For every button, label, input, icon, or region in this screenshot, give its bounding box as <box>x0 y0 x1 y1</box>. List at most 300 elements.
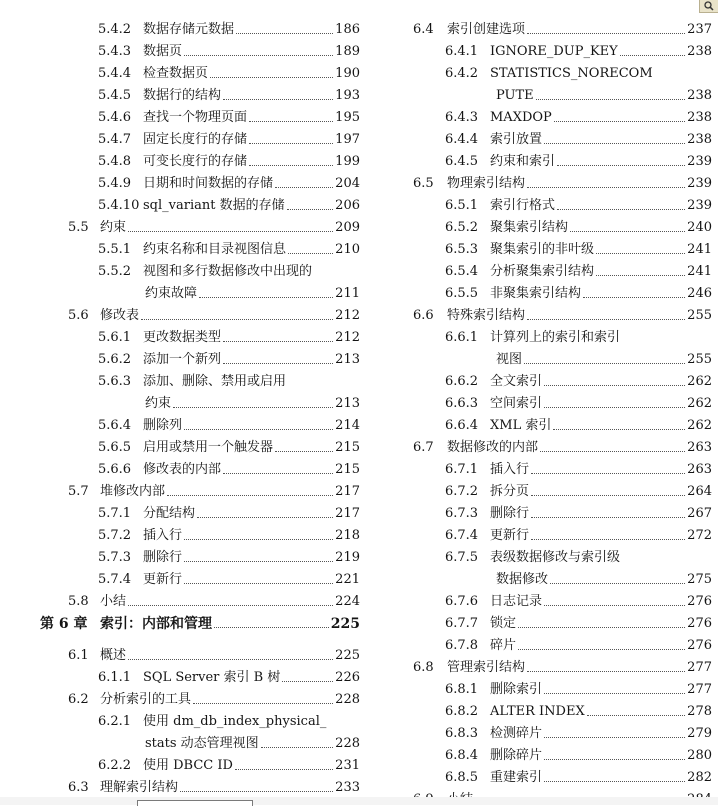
section-title: 更新行 <box>143 572 183 587</box>
section-title: 锁定 <box>490 616 517 631</box>
page-number: 204 <box>335 176 360 191</box>
section-title: 分析聚集索引结构 <box>490 264 595 279</box>
page-number: 263 <box>687 440 712 455</box>
right-toc-entry[interactable] <box>400 171 712 192</box>
page-number: 221 <box>335 572 360 587</box>
dot-leader <box>282 681 333 682</box>
dot-leader <box>128 231 333 232</box>
dot-leader <box>173 407 333 408</box>
section-title: 小结 <box>100 594 127 609</box>
left-toc-entry[interactable] <box>0 501 360 522</box>
section-title: 约束故障 <box>145 286 198 301</box>
section-title: 数据修改的内部 <box>447 440 539 455</box>
page-number: 280 <box>687 748 712 763</box>
dot-leader <box>531 495 685 496</box>
section-number: 6.5.3 <box>445 242 479 257</box>
dot-leader <box>193 703 333 704</box>
left-toc-entry[interactable] <box>0 369 360 390</box>
section-title: STATISTICS_NORECOM <box>490 66 653 81</box>
section-number: 5.4.5 <box>98 88 132 103</box>
left-toc-entry[interactable] <box>0 643 360 664</box>
section-title: 分配结构 <box>143 506 196 521</box>
dot-leader <box>587 715 685 716</box>
page-number: 239 <box>687 176 712 191</box>
left-toc-entry[interactable] <box>0 105 360 126</box>
right-toc-entry[interactable] <box>400 149 712 170</box>
dot-leader <box>583 297 685 298</box>
dot-leader <box>128 659 333 660</box>
left-toc-entry[interactable] <box>0 149 360 170</box>
dot-leader <box>544 693 685 694</box>
page-number: 279 <box>687 726 712 741</box>
section-title: 约束名称和目录视图信息 <box>143 242 287 257</box>
section-title: 聚集索引结构 <box>490 220 569 235</box>
right-toc-entry[interactable] <box>400 435 712 456</box>
section-title: 计算列上的索引和索引 <box>490 330 621 345</box>
section-title: 表级数据修改与索引级 <box>490 550 621 565</box>
section-title: SQL Server 索引 B 树 <box>143 670 281 685</box>
section-number: 6.8.3 <box>445 726 479 741</box>
right-toc-entry[interactable] <box>400 413 712 434</box>
dot-leader <box>557 209 685 210</box>
right-toc-entry[interactable] <box>400 281 712 302</box>
page-number: 231 <box>335 758 360 773</box>
section-number: 5.4.7 <box>98 132 132 147</box>
left-toc-entry[interactable] <box>0 775 360 796</box>
left-toc-entry[interactable] <box>0 709 360 730</box>
right-toc-entry[interactable] <box>400 501 712 522</box>
right-toc-entry[interactable] <box>400 17 712 38</box>
section-number: 6.2.2 <box>98 758 132 773</box>
page-number: 262 <box>687 396 712 411</box>
section-number: 6.7.4 <box>445 528 479 543</box>
section-number: 6.7.8 <box>445 638 479 653</box>
left-toc-entry[interactable] <box>0 259 360 280</box>
left-toc-entry[interactable] <box>0 523 360 544</box>
page-number: 233 <box>335 780 360 795</box>
right-toc-entry[interactable] <box>400 765 712 786</box>
right-toc-entry[interactable] <box>400 545 712 566</box>
left-toc-entry[interactable] <box>0 61 360 82</box>
page-number: 226 <box>335 670 360 685</box>
page-number: 215 <box>335 462 360 477</box>
section-number: 6.2.1 <box>98 714 132 729</box>
section-title: 修改表的内部 <box>143 462 222 477</box>
page-number: 239 <box>687 198 712 213</box>
page-number: 228 <box>335 692 360 707</box>
section-number: 5.7 <box>68 484 89 499</box>
page-number: 206 <box>335 198 360 213</box>
dot-leader <box>184 561 333 562</box>
section-title: IGNORE_DUP_KEY <box>490 44 618 59</box>
section-number: 5.6.4 <box>98 418 132 433</box>
right-toc-entry[interactable] <box>400 369 712 390</box>
dot-leader <box>249 121 333 122</box>
section-title: 删除行 <box>490 506 530 521</box>
section-number: 6.4 <box>413 22 434 37</box>
left-toc-entry[interactable] <box>0 39 360 60</box>
dot-leader <box>275 187 333 188</box>
section-title: 删除索引 <box>490 682 543 697</box>
section-title: 日期和时间数据的存储 <box>143 176 274 191</box>
dot-leader <box>261 747 333 748</box>
section-number: 6.6.1 <box>445 330 479 345</box>
section-number: 5.4.8 <box>98 154 132 169</box>
section-number: 5.6.3 <box>98 374 132 389</box>
section-title: 视图和多行数据修改中出现的 <box>143 264 313 279</box>
section-number: 6.5.4 <box>445 264 479 279</box>
right-toc-entry[interactable] <box>400 127 712 148</box>
section-number: 5.6.5 <box>98 440 132 455</box>
right-toc-entry[interactable] <box>400 105 712 126</box>
dot-leader <box>544 737 685 738</box>
dot-leader <box>524 363 685 364</box>
page-number: 213 <box>335 396 360 411</box>
section-title: 使用 dm_db_index_physical_ <box>143 714 327 729</box>
section-number: 5.5.2 <box>98 264 132 279</box>
page-number: 275 <box>687 572 712 587</box>
page-number: 195 <box>335 110 360 125</box>
dot-leader <box>223 341 333 342</box>
left-toc-entry[interactable] <box>0 665 360 686</box>
dot-leader <box>518 627 685 628</box>
right-toc-entry[interactable] <box>400 611 712 632</box>
section-number: 6.5.2 <box>445 220 479 235</box>
left-toc-entry[interactable] <box>0 215 360 236</box>
dot-leader <box>527 187 685 188</box>
section-number: 6.7.3 <box>445 506 479 521</box>
section-title: 物理索引结构 <box>447 176 526 191</box>
left-toc-entry[interactable] <box>0 589 360 610</box>
section-title: 可变长度行的存储 <box>143 154 248 169</box>
left-toc-entry[interactable] <box>0 127 360 148</box>
right-toc-entry[interactable] <box>400 39 712 60</box>
page-number: 197 <box>335 132 360 147</box>
section-number: 5.5 <box>68 220 89 235</box>
page-number: 199 <box>335 154 360 169</box>
dot-leader <box>596 275 685 276</box>
section-title: 使用 DBCC ID <box>143 758 233 773</box>
section-number: 6.8.1 <box>445 682 479 697</box>
page-number: 212 <box>335 330 360 345</box>
right-toc-entry[interactable] <box>400 61 712 82</box>
left-toc-entry[interactable] <box>0 325 360 346</box>
dot-leader <box>544 605 685 606</box>
section-number: 5.6.1 <box>98 330 132 345</box>
section-number: 6.6.3 <box>445 396 479 411</box>
section-number: 6.8.2 <box>445 704 479 719</box>
section-title: 删除碎片 <box>490 748 543 763</box>
right-toc-entry[interactable] <box>400 743 712 764</box>
page-number: 215 <box>335 440 360 455</box>
section-title: 重建索引 <box>490 770 543 785</box>
left-toc-entry[interactable] <box>0 687 360 708</box>
section-number: 6.4.2 <box>445 66 479 81</box>
section-number: 5.5.1 <box>98 242 132 257</box>
dot-leader <box>223 473 333 474</box>
page-number: 246 <box>687 286 712 301</box>
right-toc-entry[interactable] <box>400 589 712 610</box>
right-toc-entry[interactable] <box>400 699 712 720</box>
right-toc-entry[interactable] <box>400 347 712 368</box>
dot-leader <box>544 143 685 144</box>
right-toc-entry[interactable] <box>400 721 712 742</box>
page-number: 264 <box>687 484 712 499</box>
page-number: 228 <box>335 736 360 751</box>
left-toc-entry[interactable] <box>0 193 360 214</box>
dot-leader <box>184 583 333 584</box>
section-number: 5.7.2 <box>98 528 132 543</box>
left-toc-entry[interactable] <box>0 413 360 434</box>
left-toc-entry[interactable] <box>0 17 360 38</box>
page-number: 238 <box>687 44 712 59</box>
dot-leader <box>141 319 333 320</box>
section-number: 6.4.5 <box>445 154 479 169</box>
left-toc-entry[interactable] <box>0 391 360 412</box>
section-number: 6.3 <box>68 780 89 795</box>
section-title: 添加一个新列 <box>143 352 222 367</box>
page-number: 217 <box>335 484 360 499</box>
page-number: 193 <box>335 88 360 103</box>
dot-leader <box>531 517 685 518</box>
left-toc-entry[interactable] <box>0 611 360 632</box>
section-title: 添加、删除、禁用或启用 <box>143 374 287 389</box>
section-title: 数据存储元数据 <box>143 22 235 37</box>
dot-leader <box>544 759 685 760</box>
page-number: 241 <box>687 264 712 279</box>
section-title: 插入行 <box>143 528 183 543</box>
section-title: 约束 <box>100 220 127 235</box>
left-toc-entry[interactable] <box>0 281 360 302</box>
dot-leader <box>288 253 333 254</box>
left-toc-entry[interactable] <box>0 457 360 478</box>
section-number: 6.6 <box>413 308 434 323</box>
right-toc-entry[interactable] <box>400 677 712 698</box>
section-number: 6.1.1 <box>98 670 132 685</box>
section-title: 概述 <box>100 648 127 663</box>
page-number-input[interactable] <box>137 800 253 806</box>
left-toc-entry[interactable] <box>0 435 360 456</box>
right-toc-entry[interactable] <box>400 457 712 478</box>
section-title: XML 索引 <box>490 418 552 433</box>
dot-leader <box>536 99 686 100</box>
section-title: 数据行的结构 <box>143 88 222 103</box>
section-title: 特殊索引结构 <box>447 308 526 323</box>
right-toc-entry[interactable] <box>400 325 712 346</box>
page-number: 241 <box>687 242 712 257</box>
page-number: 189 <box>335 44 360 59</box>
left-toc-entry[interactable] <box>0 567 360 588</box>
section-title: 数据页 <box>143 44 183 59</box>
section-title: 管理索引结构 <box>447 660 526 675</box>
section-title: 索引放置 <box>490 132 543 147</box>
dot-leader <box>210 77 333 78</box>
dot-leader <box>235 769 333 770</box>
section-title: 拆分页 <box>490 484 530 499</box>
dot-leader <box>544 385 685 386</box>
left-toc-entry[interactable] <box>0 171 360 192</box>
right-toc-entry[interactable] <box>400 237 712 258</box>
section-title: 查找一个物理页面 <box>143 110 248 125</box>
page-number: 276 <box>687 638 712 653</box>
page-number: 255 <box>687 352 712 367</box>
dot-leader <box>550 583 685 584</box>
dot-leader <box>553 429 685 430</box>
section-number: 6.8 <box>413 660 434 675</box>
section-number: 6.7.5 <box>445 550 479 565</box>
section-title: 删除列 <box>143 418 183 433</box>
page-number: 190 <box>335 66 360 81</box>
dot-leader <box>544 407 685 408</box>
page-number: 212 <box>335 308 360 323</box>
dot-leader <box>527 33 685 34</box>
dot-leader <box>167 495 333 496</box>
section-number: 5.4.3 <box>98 44 132 59</box>
section-number: 6.5 <box>413 176 434 191</box>
section-number: 6.8.4 <box>445 748 479 763</box>
section-title: 碎片 <box>490 638 517 653</box>
section-title: ALTER INDEX <box>490 704 585 719</box>
section-number: 6.5.1 <box>445 198 479 213</box>
dot-leader <box>554 121 685 122</box>
right-toc-entry[interactable] <box>400 83 712 104</box>
dot-leader <box>531 539 685 540</box>
section-number: 6.2 <box>68 692 89 707</box>
section-title: 理解索引结构 <box>100 780 179 795</box>
page-number: 272 <box>687 528 712 543</box>
dot-leader <box>184 539 333 540</box>
section-title: stats 动态管理视图 <box>145 736 259 751</box>
page-number: 255 <box>687 308 712 323</box>
section-number: 5.4.2 <box>98 22 132 37</box>
zoom-icon[interactable] <box>699 0 718 13</box>
page-number: 214 <box>335 418 360 433</box>
section-number: 5.4.9 <box>98 176 132 191</box>
dot-leader <box>620 55 685 56</box>
section-title: PUTE <box>496 88 534 103</box>
section-title: 聚集索引的非叶级 <box>490 242 595 257</box>
right-toc-entry[interactable] <box>400 215 712 236</box>
viewer-toolbar <box>0 797 718 805</box>
dot-leader <box>236 33 333 34</box>
dot-leader <box>544 781 685 782</box>
section-number: 6.5.5 <box>445 286 479 301</box>
right-toc-entry[interactable] <box>400 193 712 214</box>
left-toc-entry[interactable] <box>0 545 360 566</box>
section-number: 6.6.2 <box>445 374 479 389</box>
page-number: 278 <box>687 704 712 719</box>
dot-leader <box>223 363 333 364</box>
section-title: 检查数据页 <box>143 66 209 81</box>
page-number: 210 <box>335 242 360 257</box>
page-number: 225 <box>335 648 360 663</box>
section-title: MAXDOP <box>490 110 552 125</box>
section-number: 6.7 <box>413 440 434 455</box>
left-toc-entry[interactable] <box>0 237 360 258</box>
dot-leader <box>518 649 685 650</box>
left-toc-entry[interactable] <box>0 303 360 324</box>
page-number: 237 <box>687 22 712 37</box>
section-number: 6.4.4 <box>445 132 479 147</box>
page-number: 267 <box>687 506 712 521</box>
right-toc-entry[interactable] <box>400 259 712 280</box>
right-toc-entry[interactable] <box>400 479 712 500</box>
page-number: 218 <box>335 528 360 543</box>
section-number: 6.1 <box>68 648 89 663</box>
right-toc-entry[interactable] <box>400 567 712 588</box>
section-number: 6.7.2 <box>445 484 479 499</box>
dot-leader <box>557 165 685 166</box>
page-number: 240 <box>687 220 712 235</box>
dot-leader <box>570 231 685 232</box>
left-toc-entry[interactable] <box>0 479 360 500</box>
dot-leader <box>197 517 333 518</box>
section-number: 5.7.3 <box>98 550 132 565</box>
page-number: 211 <box>335 286 360 301</box>
section-title: 非聚集索引结构 <box>490 286 582 301</box>
right-toc-entry[interactable] <box>400 391 712 412</box>
section-title: 数据修改 <box>496 572 549 587</box>
dot-leader <box>249 165 333 166</box>
page-number: 262 <box>687 374 712 389</box>
dot-leader <box>287 209 334 210</box>
section-title: 更新行 <box>490 528 530 543</box>
section-title: 索引创建选项 <box>447 22 526 37</box>
left-toc-entry[interactable] <box>0 347 360 368</box>
dot-leader <box>128 605 333 606</box>
left-toc-entry[interactable] <box>0 731 360 752</box>
page-number: 238 <box>687 110 712 125</box>
section-number: 5.4.6 <box>98 110 132 125</box>
right-toc-entry[interactable] <box>400 303 712 324</box>
right-toc-entry[interactable] <box>400 523 712 544</box>
section-title: 修改表 <box>100 308 140 323</box>
section-title: 启用或禁用一个触发器 <box>143 440 274 455</box>
left-toc-entry[interactable] <box>0 83 360 104</box>
section-title: sql_variant 数据的存储 <box>143 198 285 213</box>
section-number: 6.6.4 <box>445 418 479 433</box>
dot-leader <box>527 319 685 320</box>
dot-leader <box>214 627 329 628</box>
page-number: 263 <box>687 462 712 477</box>
page-number: 282 <box>687 770 712 785</box>
dot-leader <box>199 297 333 298</box>
section-number: 5.8 <box>68 594 89 609</box>
dot-leader <box>596 253 685 254</box>
right-toc-entry[interactable] <box>400 655 712 676</box>
dot-leader <box>180 791 333 792</box>
dot-leader <box>184 429 333 430</box>
page-number: 213 <box>335 352 360 367</box>
section-title: 视图 <box>496 352 523 367</box>
dot-leader <box>527 671 685 672</box>
section-number: 6.4.1 <box>445 44 479 59</box>
section-title: 固定长度行的存储 <box>143 132 248 147</box>
dot-leader <box>184 55 333 56</box>
right-toc-entry[interactable] <box>400 633 712 654</box>
left-toc-entry[interactable] <box>0 753 360 774</box>
section-number: 第 6 章 <box>40 616 88 632</box>
dot-leader <box>249 143 333 144</box>
section-number: 6.4.3 <box>445 110 479 125</box>
section-title: 索引：内部和管理 <box>100 616 212 632</box>
section-title: 堆修改内部 <box>100 484 166 499</box>
section-title: 约束和索引 <box>490 154 556 169</box>
section-number: 6.7.6 <box>445 594 479 609</box>
page-number: 276 <box>687 594 712 609</box>
section-number: 5.7.1 <box>98 506 132 521</box>
section-title: 更改数据类型 <box>143 330 222 345</box>
